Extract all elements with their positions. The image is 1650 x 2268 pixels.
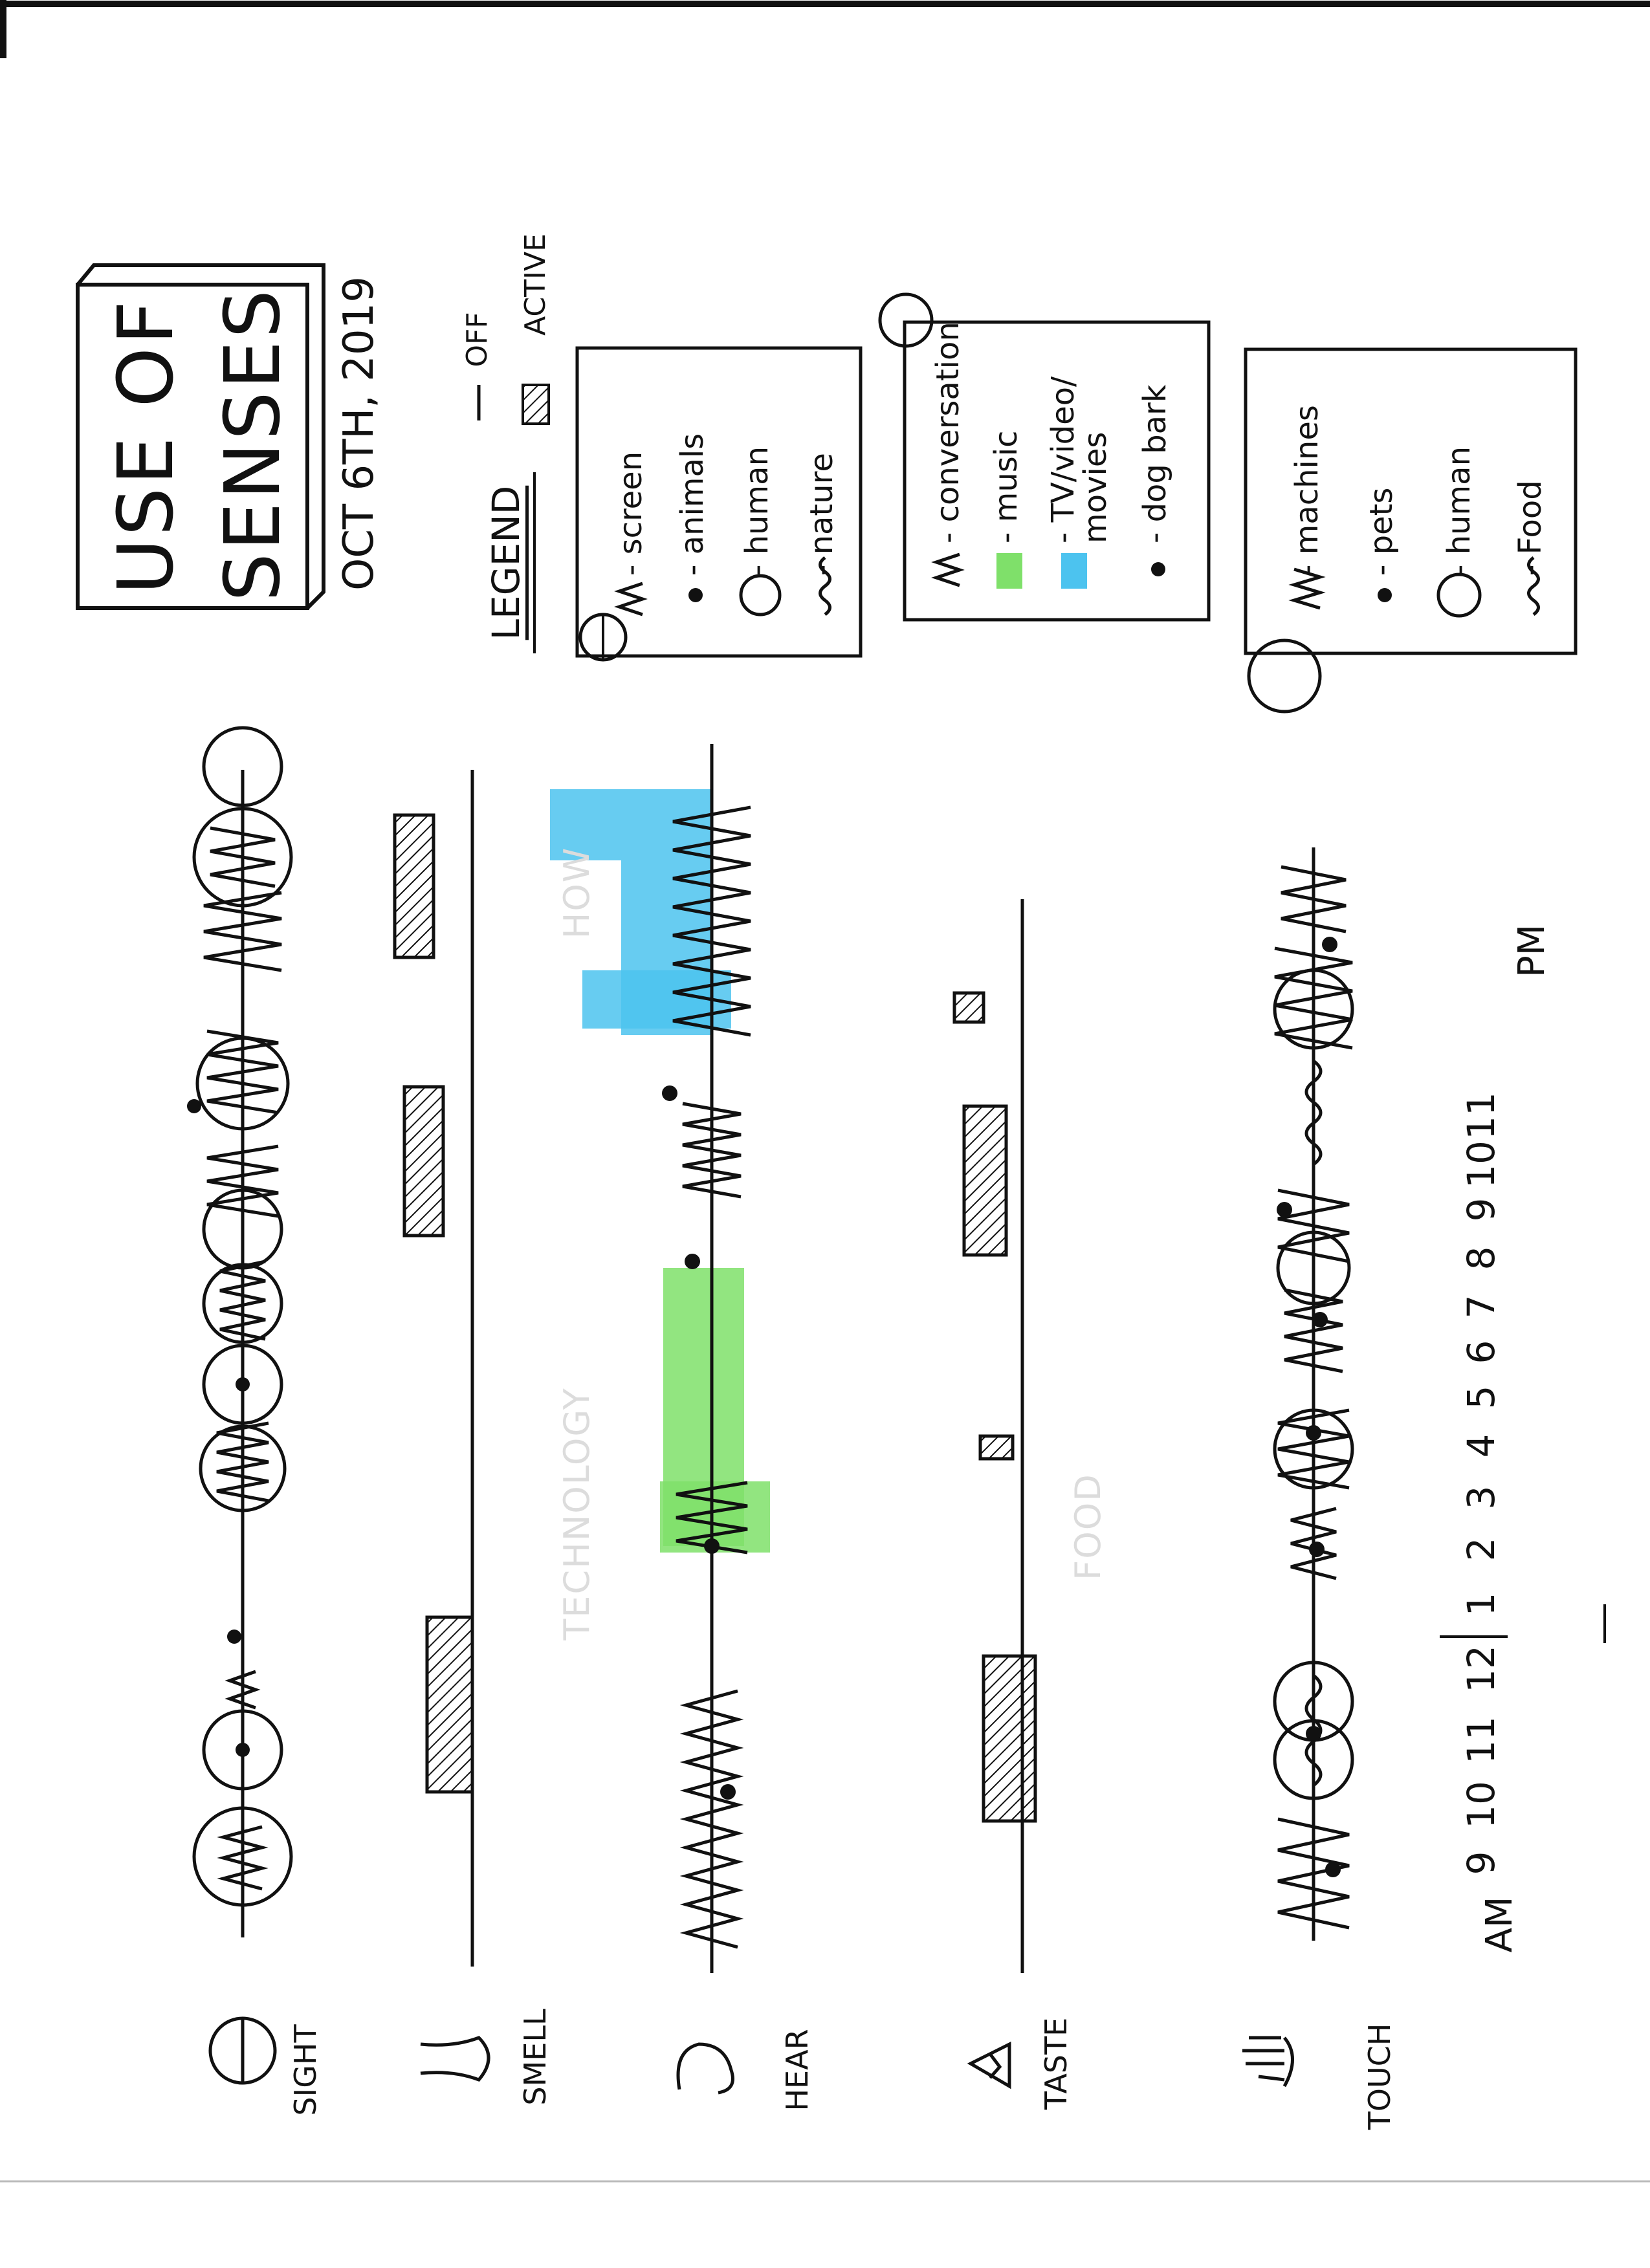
time-tick-label: 10 — [1459, 1781, 1503, 1829]
row-icons — [210, 2018, 1293, 2093]
hear-dog-bark-dot — [685, 1254, 700, 1269]
touch-pet-dot — [1312, 1312, 1328, 1327]
touch-pet-dot — [1277, 1202, 1292, 1217]
legend-touch-pets: - pets — [1363, 487, 1400, 576]
legend-hear-conversation: - conversation — [930, 322, 966, 543]
hear-conversation-zigzag — [683, 1104, 741, 1197]
time-tick-label: 1 — [1459, 1592, 1503, 1617]
sight-animal-dot — [187, 1099, 201, 1113]
ghost-note-how: HOW — [556, 846, 597, 939]
touch-pet-dot — [1306, 1726, 1321, 1741]
legend-hear-tv: - TV/video/ movies — [1045, 376, 1114, 543]
time-tick-label: 7 — [1459, 1294, 1503, 1319]
sight-animal-dot — [236, 1743, 250, 1757]
time-tick-label: 5 — [1459, 1385, 1503, 1410]
legend-circle-symbol — [741, 576, 780, 615]
ear-icon — [678, 2044, 733, 2093]
legend-sight-human: - human — [739, 446, 775, 576]
sight-animal-dot — [236, 1377, 250, 1391]
date-label: OCT 6TH, 2019 — [335, 276, 383, 591]
ghost-note-technology: TECHNOLOGY — [556, 1387, 597, 1641]
time-tick-label: 9 — [1459, 1851, 1503, 1875]
time-tick-label: 3 — [1459, 1485, 1503, 1510]
smell-track — [395, 770, 472, 1967]
legend-active-swatch — [523, 385, 549, 424]
row-label-hear: HEAR — [780, 2029, 815, 2111]
time-tick-label: 2 — [1459, 1537, 1503, 1562]
time-tick-label: 8 — [1459, 1246, 1503, 1270]
legend-zigzag-symbol — [936, 554, 960, 585]
legend-sight-animals: - animals — [674, 433, 710, 576]
row-label-sight: SIGHT — [288, 2024, 323, 2116]
legend-music-swatch — [996, 553, 1022, 589]
touch-pet-dot — [1322, 937, 1337, 952]
sight-track — [187, 728, 291, 1937]
hear-dog-bark-dot — [662, 1085, 677, 1101]
time-tick-label: 12 — [1459, 1645, 1503, 1693]
legend-touch-food: - Food — [1512, 480, 1548, 576]
time-tick-frame — [1459, 1468, 1504, 1527]
taste-track — [954, 899, 1035, 1973]
time-tick-label: 11 — [1459, 1716, 1503, 1764]
time-tick-label: 4 — [1459, 1434, 1503, 1458]
sight-animal-dot — [227, 1630, 241, 1644]
legend-zigzag-symbol — [619, 583, 643, 615]
row-label-taste: TASTE — [1039, 2017, 1073, 2110]
row-label-touch: TOUCH — [1362, 2023, 1397, 2130]
time-tick-frame — [1459, 1520, 1504, 1578]
title-line-1: USE OF — [101, 298, 190, 595]
hear-dog-bark-dot — [704, 1538, 720, 1554]
legend-dot-symbol — [1151, 562, 1165, 576]
nose-icon — [421, 2038, 489, 2080]
time-tick-frame — [1459, 1776, 1504, 1834]
smell-active-block — [427, 1617, 472, 1792]
legend-touch-hand-icon — [1249, 640, 1320, 712]
legend-dot-symbol — [688, 588, 703, 602]
taste-active-block — [984, 1656, 1035, 1821]
smell-active-block — [395, 815, 434, 957]
touch-pet-dot — [1309, 1542, 1325, 1557]
legend-touch-machines: - machines — [1289, 405, 1325, 576]
time-tick-frame — [1459, 1640, 1504, 1698]
time-tick-label: 10 — [1459, 1140, 1503, 1188]
taste-active-block — [980, 1436, 1013, 1459]
taste-active-block — [964, 1106, 1006, 1255]
time-tick-label: 9 — [1459, 1197, 1503, 1222]
legend-sight-nature: - nature — [804, 453, 840, 576]
legend-heading: LEGEND — [484, 485, 528, 640]
time-tick-frame — [1459, 1087, 1504, 1145]
row-label-smell: SMELL — [518, 2009, 553, 2106]
time-tick-label: 11 — [1459, 1092, 1503, 1140]
mouth-icon — [971, 2044, 1009, 2086]
time-tick-frame — [1459, 1711, 1504, 1769]
am-label: AM — [1479, 1896, 1521, 1953]
legend-touch-human: - human — [1441, 446, 1477, 576]
ghost-note-food: FOOD — [1068, 1473, 1108, 1580]
legend-off-label: OFF — [461, 312, 494, 367]
touch-pet-dot — [1325, 1862, 1341, 1877]
touch-track — [1275, 847, 1352, 1941]
title-line-2: SENSES — [208, 287, 297, 602]
legend-dot-symbol — [1378, 588, 1392, 602]
time-tick-frame — [1459, 1575, 1504, 1633]
legend-hear-music: - music — [988, 430, 1024, 543]
legend-circle-symbol — [1438, 574, 1480, 616]
hand-icon — [1242, 2038, 1293, 2086]
legend-sight-screen: - screen — [613, 451, 649, 576]
legend-active-label: ACTIVE — [519, 234, 552, 336]
legend-tv-swatch — [1061, 553, 1087, 589]
hear-dog-bark-dot — [720, 1784, 736, 1800]
smell-active-block — [404, 1087, 443, 1236]
time-tick-label: 6 — [1459, 1340, 1503, 1364]
taste-active-block — [954, 993, 984, 1022]
touch-pet-dot — [1306, 1425, 1321, 1441]
pm-label: PM — [1511, 924, 1553, 978]
legend-hear-dog-bark: - dog bark — [1137, 384, 1173, 543]
